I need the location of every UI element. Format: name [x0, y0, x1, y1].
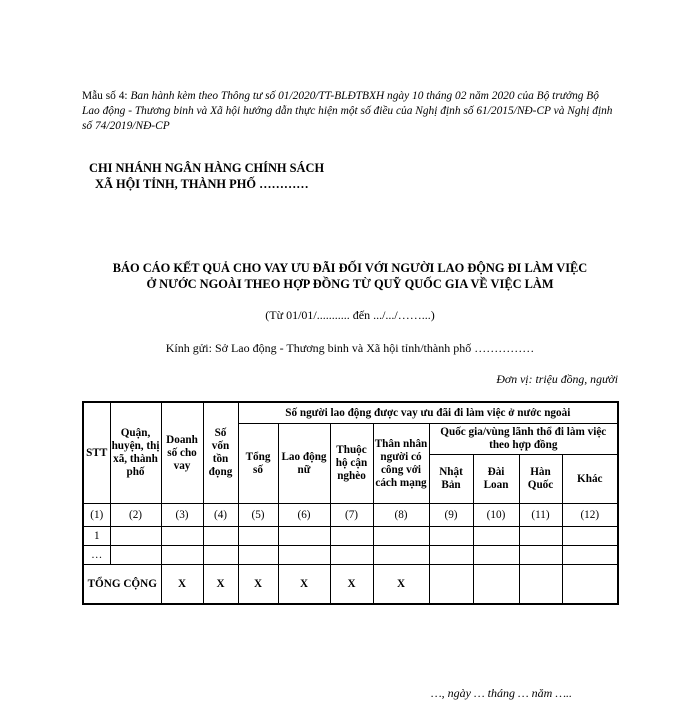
- column-number: (10): [473, 504, 519, 527]
- table-cell: [519, 546, 562, 565]
- table-cell: [278, 546, 330, 565]
- header-group-country: Quốc gia/vùng lãnh thổ đi làm việc theo hợp đồng: [429, 424, 618, 455]
- column-number: (4): [203, 504, 238, 527]
- signature-date: …, ngày … tháng … năm …..: [430, 686, 572, 700]
- table-cell: [473, 527, 519, 546]
- table-cell: [429, 527, 473, 546]
- table-cell: [278, 527, 330, 546]
- table-cell: [238, 546, 278, 565]
- report-period: (Từ 01/01/........... đến .../.../……...): [265, 308, 435, 322]
- report-title: [60, 261, 640, 292]
- form-number: Mẫu số 4:: [82, 90, 128, 102]
- total-cell: [562, 565, 618, 605]
- table-row: [83, 527, 618, 546]
- header-row-1: [83, 402, 618, 424]
- column-number: (8): [373, 504, 429, 527]
- header-total: Tổng số: [238, 424, 278, 504]
- column-number-row: [83, 504, 618, 527]
- report-title-line-1: BÁO CÁO KẾT QUẢ CHO VAY ƯU ĐÃI ĐỐI VỚI NGƯỜI LAO ĐỘNG ĐI LÀM VIỆC: [112, 261, 588, 275]
- total-cell: X: [238, 565, 278, 605]
- table-cell: [203, 546, 238, 565]
- total-cell: [429, 565, 473, 605]
- column-number: (9): [429, 504, 473, 527]
- table-cell: [373, 546, 429, 565]
- report-recipient: Kính gửi: Sở Lao động - Thương binh và Xã hội tỉnh/thành phố ……………: [165, 341, 535, 355]
- table-cell: [110, 546, 161, 565]
- total-cell: X: [373, 565, 429, 605]
- table-cell: [519, 527, 562, 546]
- table-cell: [161, 546, 203, 565]
- header-female: Lao động nữ: [278, 424, 330, 504]
- row-stt: …: [83, 546, 110, 565]
- table-cell: [473, 546, 519, 565]
- form-note: [82, 89, 617, 134]
- table-cell: [238, 527, 278, 546]
- column-number: (6): [278, 504, 330, 527]
- header-loan-sales: Doanh số cho vay: [161, 402, 203, 504]
- header-near-poor: Thuộc hộ cận nghèo: [330, 424, 373, 504]
- row-stt: 1: [83, 527, 110, 546]
- column-number: (11): [519, 504, 562, 527]
- table-cell: [562, 546, 618, 565]
- table-cell: [330, 527, 373, 546]
- table-cell: [110, 527, 161, 546]
- column-number: (3): [161, 504, 203, 527]
- total-cell: X: [161, 565, 203, 605]
- total-cell: X: [278, 565, 330, 605]
- table-row: [83, 546, 618, 565]
- table-cell: [330, 546, 373, 565]
- table-cell: [203, 527, 238, 546]
- column-number: (12): [562, 504, 618, 527]
- table-cell: [373, 527, 429, 546]
- header-other: Khác: [562, 455, 618, 504]
- table-cell: [161, 527, 203, 546]
- header-taiwan: Đài Loan: [473, 455, 519, 504]
- total-row: [83, 565, 618, 605]
- total-cell: X: [203, 565, 238, 605]
- header-district: Quận, huyện, thị xã, thành phố: [110, 402, 161, 504]
- total-cell: [473, 565, 519, 605]
- total-label: TỔNG CỘNG: [83, 565, 161, 605]
- organization-header: [89, 160, 389, 192]
- header-stt: STT: [83, 402, 110, 504]
- column-number: (7): [330, 504, 373, 527]
- header-korea: Hàn Quốc: [519, 455, 562, 504]
- organization-line-2: XÃ HỘI TỈNH, THÀNH PHỐ …………: [95, 177, 309, 191]
- header-relatives: Thân nhân người có công với cách mạng: [373, 424, 429, 504]
- header-outstanding: Số vốn tồn đọng: [203, 402, 238, 504]
- organization-line-1: CHI NHÁNH NGÂN HÀNG CHÍNH SÁCH: [89, 161, 325, 175]
- table-cell: [429, 546, 473, 565]
- form-legal-basis: Ban hành kèm theo Thông tư số 01/2020/TT-BLĐTBXH ngày 10 tháng 02 năm 2020 của Bộ trưởng Bộ Lao động - Thương binh và Xã hội hướng dẫn thực hiện một số điều của Nghị định số 61/2015/NĐ-CP và Nghị định số 74/2019/NĐ-CP: [82, 90, 613, 132]
- column-number: (2): [110, 504, 161, 527]
- table-cell: [562, 527, 618, 546]
- report-title-line-2: Ở NƯỚC NGOÀI THEO HỢP ĐỒNG TỪ QUỸ QUỐC GIA VỀ VIỆC LÀM: [146, 276, 554, 291]
- report-table: [82, 401, 619, 605]
- column-number: (5): [238, 504, 278, 527]
- total-cell: [519, 565, 562, 605]
- header-japan: Nhật Bản: [429, 455, 473, 504]
- header-group-workers: Số người lao động được vay ưu đãi đi làm việc ở nước ngoài: [238, 402, 618, 424]
- column-number: (1): [83, 504, 110, 527]
- unit-note: Đơn vị: triệu đồng, người: [496, 372, 618, 386]
- total-cell: X: [330, 565, 373, 605]
